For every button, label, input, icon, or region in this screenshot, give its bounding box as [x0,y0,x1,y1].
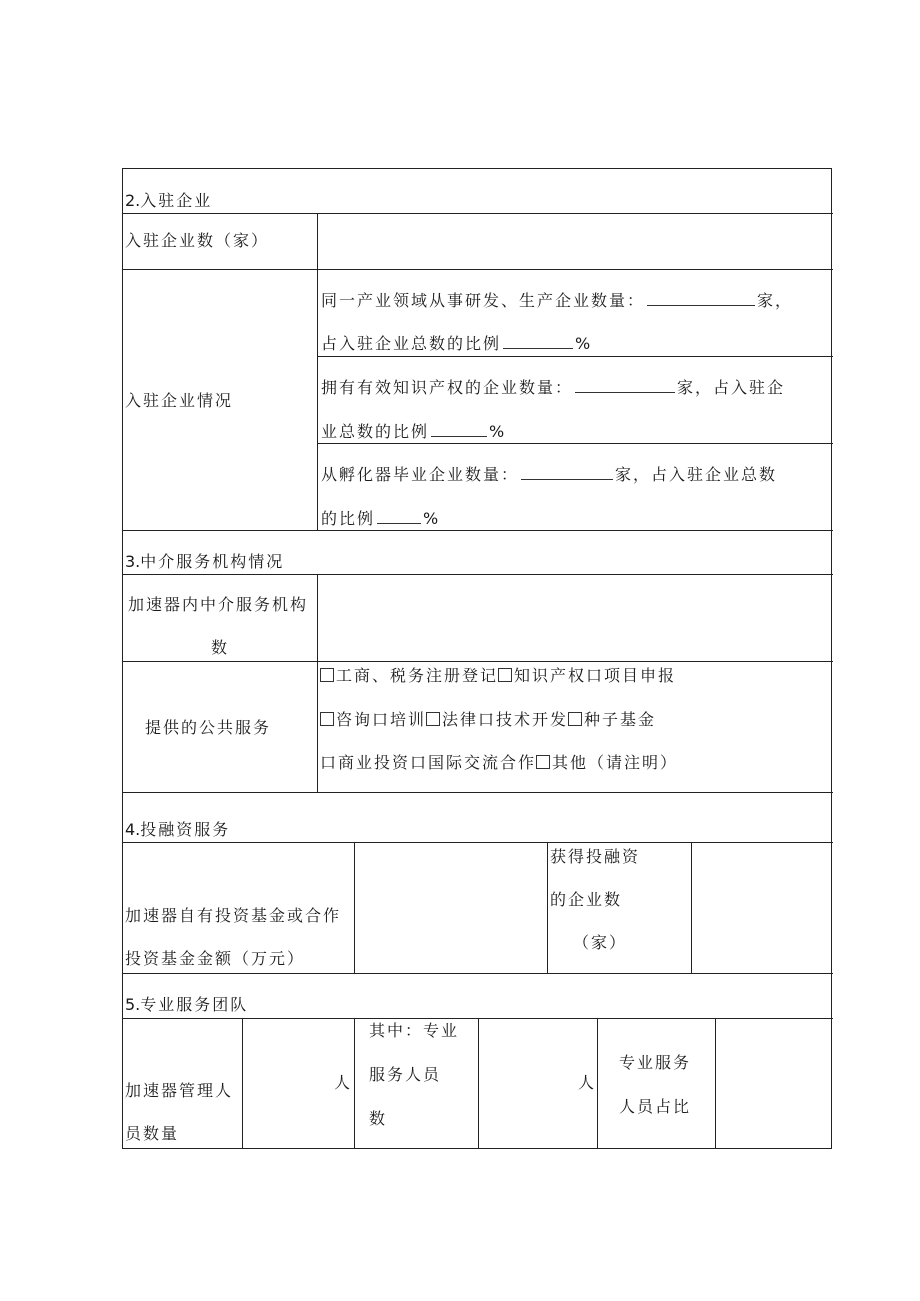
agencies-label-2: 数 [211,638,230,657]
rule [317,443,833,444]
option-label: 法律口技术开发 [442,710,569,729]
staff-count-label-2: 员数量 [125,1124,180,1143]
text: 的比例 [321,509,376,528]
text: 同一产业领域从事研发、生产企业数量： [321,291,646,310]
section-title: 投融资服务 [140,820,231,839]
percent-sign: % [575,334,591,353]
section-heading-2 [125,191,212,211]
option-label: 工商、税务注册登记 [336,666,499,685]
section-heading-4 [125,820,230,840]
staff-unit: 人 [334,1073,353,1092]
pro-ratio-field[interactable] [716,1019,832,1149]
financed-count-label-1: 获得投融资 [550,847,641,866]
option-label: 口项目申报 [586,666,677,685]
rule [123,792,833,793]
pro-staff-unit: 人 [578,1073,597,1092]
agencies-count-field[interactable] [318,575,832,661]
fund-amount-field[interactable] [355,843,547,973]
pro-staff-label-2: 服务人员 [369,1065,442,1084]
same-industry-line [321,291,793,311]
checkbox[interactable] [426,712,440,726]
checkbox[interactable] [568,712,582,726]
ip-ratio-blank[interactable] [431,422,487,437]
ip-ratio-line [321,422,504,442]
services-line-1 [320,666,676,686]
percent-sign: % [423,509,439,528]
checkbox[interactable] [320,712,334,726]
graduated-ratio-line [321,509,438,529]
fund-amount-label-2: 投资基金金额（万元） [125,949,306,968]
fund-amount-label-1: 加速器自有投资基金或合作 [125,906,342,925]
agencies-label-1: 加速器内中介服务机构 [128,595,309,614]
option-label: 咨询口培训 [336,710,427,729]
text: 业总数的比例 [321,422,430,441]
pro-ratio-label-2: 人员占比 [619,1097,692,1116]
pro-ratio-label-1: 专业服务 [619,1053,692,1072]
checkbox[interactable] [498,668,512,682]
registration-form [122,168,832,1149]
section-title: 中介服务机构情况 [140,552,285,571]
section-number: 3. [125,552,141,571]
same-industry-ratio-blank[interactable] [503,334,573,349]
text: 家，占入驻企业总数 [615,465,778,484]
financed-count-label-3: （家） [573,933,628,952]
text: 从孵化器毕业企业数量： [321,465,520,484]
graduated-ratio-blank[interactable] [377,509,421,524]
enterprise-count-field[interactable] [318,214,832,269]
section-number: 5. [125,995,141,1014]
services-line-3 [320,753,678,773]
checkbox[interactable] [320,668,334,682]
financed-count-label-2: 的企业数 [550,890,623,909]
section-title: 入驻企业 [140,191,213,210]
ip-count-blank[interactable] [575,378,675,393]
option-label: 种子基金 [584,710,657,729]
services-line-2 [320,710,656,730]
ip-line [321,378,785,398]
rule [354,1018,355,1149]
rule [123,269,833,270]
same-industry-count-blank[interactable] [647,291,755,306]
rule [547,842,548,973]
staff-count-label-1: 加速器管理人 [125,1081,234,1100]
section-number: 2. [125,191,141,210]
text: 占入驻企业总数的比例 [321,334,502,353]
option-label: 口商业投资口国际交流合作 [320,753,537,772]
rule [123,973,833,974]
rule [597,1018,598,1149]
same-industry-ratio-line [321,334,590,354]
enterprise-situation-label: 入驻企业情况 [125,391,234,410]
public-services-label: 提供的公共服务 [145,718,272,737]
section-title: 专业服务团队 [140,995,249,1014]
option-label: 知识产权 [514,666,587,685]
rule [123,661,833,662]
enterprise-count-label: 入驻企业数（家） [125,231,270,250]
graduated-line [321,465,777,485]
checkbox[interactable] [536,755,550,769]
option-label: 其他（请注明） [552,753,679,772]
section-heading-5 [125,995,248,1015]
text: 家，占入驻企 [677,378,786,397]
graduated-count-blank[interactable] [521,465,613,480]
text: 拥有有效知识产权的企业数量： [321,378,574,397]
rule [317,356,833,357]
text: 家， [757,291,794,310]
section-number: 4. [125,820,141,839]
rule [123,530,833,531]
section-heading-3 [125,552,284,572]
pro-staff-label-3: 数 [369,1109,388,1128]
financed-count-field[interactable] [692,843,832,973]
percent-sign: % [489,422,505,441]
pro-staff-label-1: 其中：专业 [369,1021,460,1040]
